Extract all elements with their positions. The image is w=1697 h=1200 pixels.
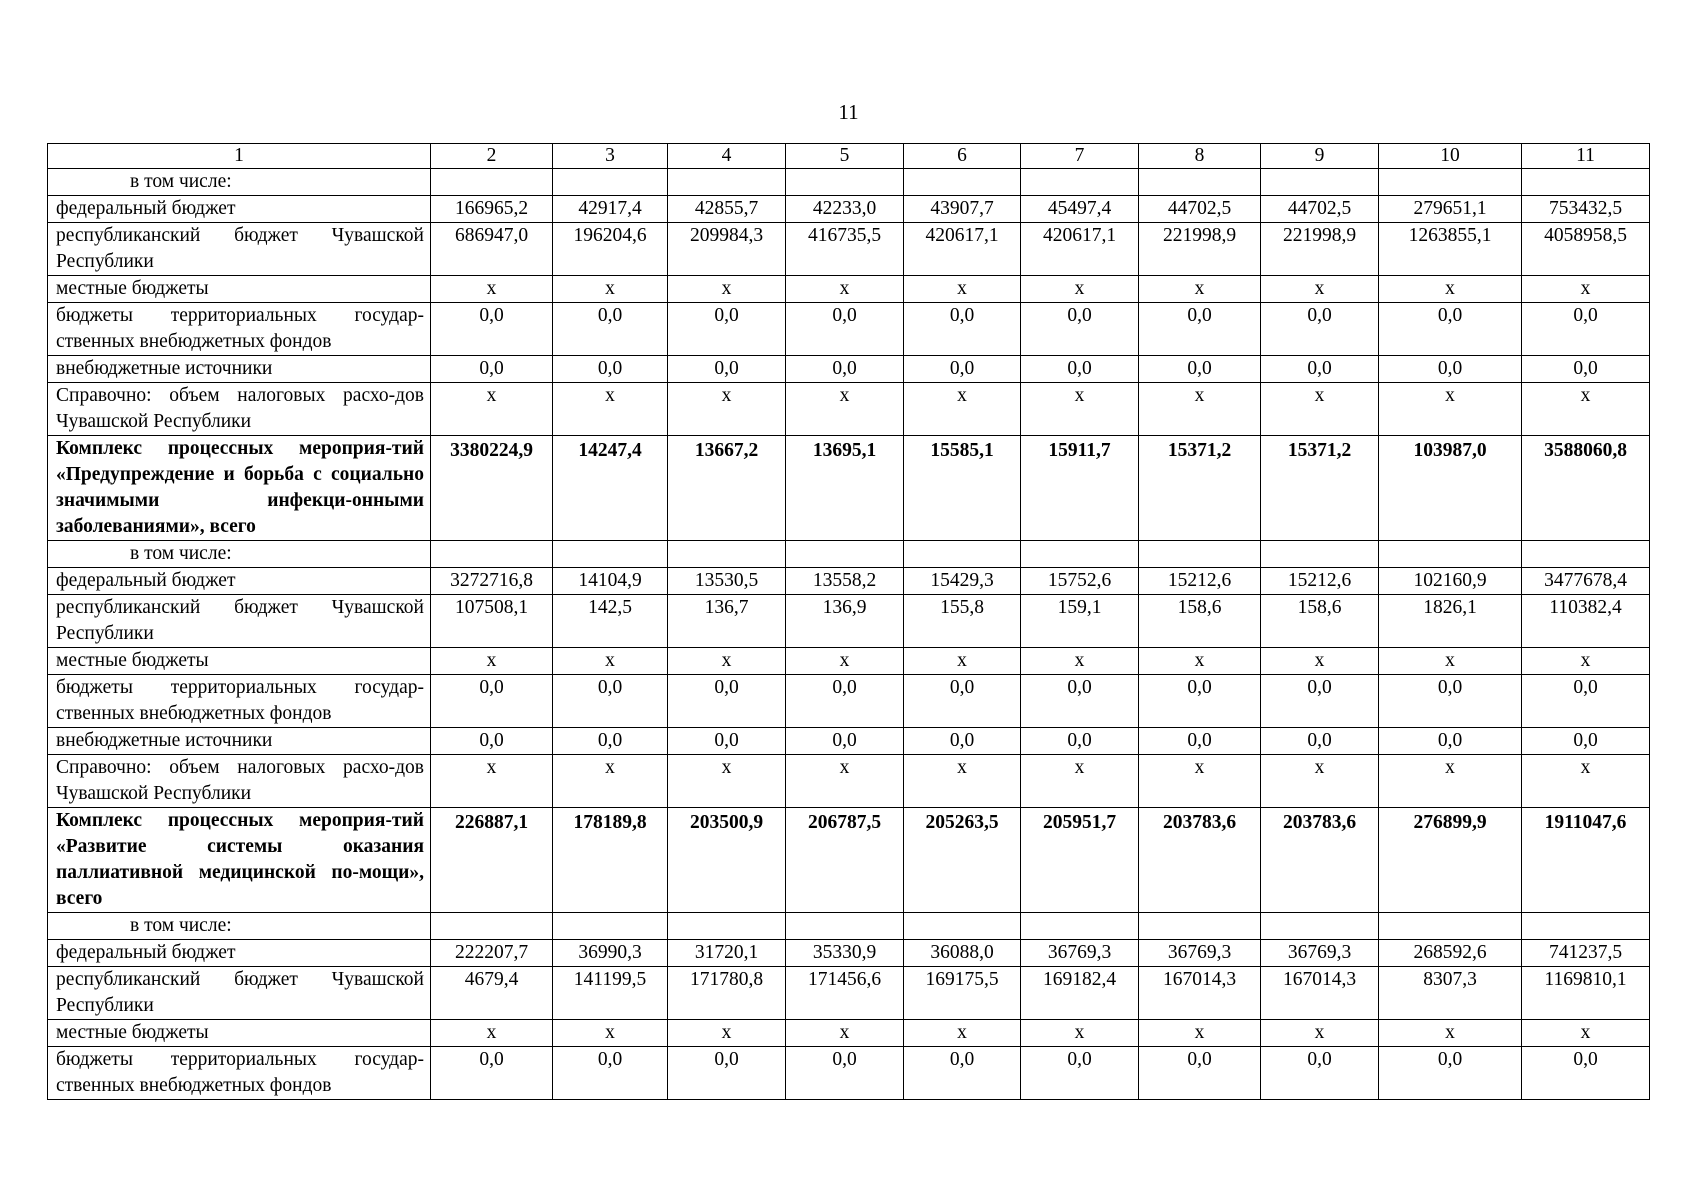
value-cell xyxy=(1261,169,1379,196)
value-cell: x xyxy=(553,276,668,303)
value-cell: x xyxy=(1139,648,1261,675)
value-cell: x xyxy=(668,648,786,675)
value-cell: 221998,9 xyxy=(1139,223,1261,276)
value-cell: 1263855,1 xyxy=(1379,223,1522,276)
value-cell: 167014,3 xyxy=(1139,967,1261,1020)
value-cell: 13558,2 xyxy=(786,568,904,595)
column-header: 4 xyxy=(668,144,786,169)
value-cell: 4058958,5 xyxy=(1522,223,1650,276)
value-cell: 167014,3 xyxy=(1261,967,1379,1020)
value-cell: 171780,8 xyxy=(668,967,786,1020)
value-cell: x xyxy=(1139,755,1261,808)
value-cell xyxy=(1139,913,1261,940)
value-cell: 0,0 xyxy=(1261,675,1379,728)
column-header: 1 xyxy=(48,144,431,169)
value-cell: 206787,5 xyxy=(786,808,904,913)
value-cell: 0,0 xyxy=(431,675,553,728)
value-cell xyxy=(904,169,1021,196)
value-cell: 0,0 xyxy=(553,356,668,383)
value-cell: x xyxy=(1522,383,1650,436)
value-cell: 15371,2 xyxy=(1261,436,1379,541)
value-cell: 13667,2 xyxy=(668,436,786,541)
value-cell: 102160,9 xyxy=(1379,568,1522,595)
value-cell: x xyxy=(431,276,553,303)
value-cell: 44702,5 xyxy=(1139,196,1261,223)
value-cell: 416735,5 xyxy=(786,223,904,276)
row-label: республиканский бюджет Чувашской Республики xyxy=(48,595,431,648)
row-label: Справочно: объем налоговых расхо-дов Чувашской Республики xyxy=(48,755,431,808)
value-cell xyxy=(553,169,668,196)
row-label: федеральный бюджет xyxy=(48,940,431,967)
table-row xyxy=(48,675,1650,728)
value-cell: x xyxy=(668,276,786,303)
value-cell xyxy=(1379,913,1522,940)
row-label: местные бюджеты xyxy=(48,648,431,675)
value-cell xyxy=(1522,541,1650,568)
row-label: в том числе: xyxy=(48,541,431,568)
value-cell: 3588060,8 xyxy=(1522,436,1650,541)
value-cell: 136,9 xyxy=(786,595,904,648)
value-cell: x xyxy=(431,755,553,808)
value-cell: 203783,6 xyxy=(1261,808,1379,913)
value-cell: x xyxy=(786,383,904,436)
row-label: местные бюджеты xyxy=(48,1020,431,1047)
value-cell: x xyxy=(1021,383,1139,436)
table-row xyxy=(48,196,1650,223)
value-cell: x xyxy=(1261,276,1379,303)
value-cell: x xyxy=(1021,1020,1139,1047)
row-label: в том числе: xyxy=(48,169,431,196)
value-cell: 44702,5 xyxy=(1261,196,1379,223)
value-cell xyxy=(668,541,786,568)
table-row xyxy=(48,276,1650,303)
value-cell: 169175,5 xyxy=(904,967,1021,1020)
value-cell: 36990,3 xyxy=(553,940,668,967)
value-cell: 196204,6 xyxy=(553,223,668,276)
value-cell: 205951,7 xyxy=(1021,808,1139,913)
value-cell: 4679,4 xyxy=(431,967,553,1020)
row-label: в том числе: xyxy=(48,913,431,940)
value-cell: 1826,1 xyxy=(1379,595,1522,648)
value-cell xyxy=(1021,541,1139,568)
row-label: внебюджетные источники xyxy=(48,356,431,383)
value-cell: x xyxy=(1522,755,1650,808)
value-cell: 0,0 xyxy=(1379,1047,1522,1100)
table-row xyxy=(48,1047,1650,1100)
value-cell: 0,0 xyxy=(1021,675,1139,728)
value-cell: 203783,6 xyxy=(1139,808,1261,913)
table-row xyxy=(48,303,1650,356)
table-row xyxy=(48,356,1650,383)
value-cell: x xyxy=(904,276,1021,303)
table-row xyxy=(48,808,1650,913)
value-cell: 420617,1 xyxy=(1021,223,1139,276)
value-cell xyxy=(1139,169,1261,196)
row-label: местные бюджеты xyxy=(48,276,431,303)
table-row xyxy=(48,755,1650,808)
value-cell: 0,0 xyxy=(1379,728,1522,755)
value-cell: 178189,8 xyxy=(553,808,668,913)
value-cell: 741237,5 xyxy=(1522,940,1650,967)
column-header: 10 xyxy=(1379,144,1522,169)
value-cell: 276899,9 xyxy=(1379,808,1522,913)
value-cell: 0,0 xyxy=(1139,1047,1261,1100)
value-cell: 0,0 xyxy=(1522,675,1650,728)
table-row xyxy=(48,1020,1650,1047)
value-cell: 0,0 xyxy=(786,728,904,755)
value-cell: 0,0 xyxy=(1379,356,1522,383)
value-cell: 142,5 xyxy=(553,595,668,648)
value-cell xyxy=(431,169,553,196)
value-cell: x xyxy=(904,383,1021,436)
value-cell: 0,0 xyxy=(1139,728,1261,755)
value-cell xyxy=(1522,169,1650,196)
column-header: 7 xyxy=(1021,144,1139,169)
value-cell: 42917,4 xyxy=(553,196,668,223)
value-cell: 203500,9 xyxy=(668,808,786,913)
value-cell: 31720,1 xyxy=(668,940,786,967)
value-cell: x xyxy=(1522,648,1650,675)
value-cell: 110382,4 xyxy=(1522,595,1650,648)
value-cell: 0,0 xyxy=(1021,728,1139,755)
value-cell xyxy=(904,541,1021,568)
value-cell: 0,0 xyxy=(553,675,668,728)
value-cell: 158,6 xyxy=(1261,595,1379,648)
value-cell: x xyxy=(1261,648,1379,675)
row-label: Комплекс процессных мероприя-тий «Развитие системы оказания паллиативной медицинской по-мощи», всего xyxy=(48,808,431,913)
value-cell: 0,0 xyxy=(1139,303,1261,356)
value-cell: 0,0 xyxy=(904,728,1021,755)
value-cell: 0,0 xyxy=(786,1047,904,1100)
value-cell: x xyxy=(668,1020,786,1047)
value-cell: x xyxy=(786,1020,904,1047)
value-cell: x xyxy=(668,383,786,436)
value-cell: x xyxy=(553,755,668,808)
value-cell: 0,0 xyxy=(668,356,786,383)
value-cell xyxy=(431,913,553,940)
value-cell: x xyxy=(1379,1020,1522,1047)
value-cell: 0,0 xyxy=(431,356,553,383)
value-cell: 36769,3 xyxy=(1139,940,1261,967)
value-cell: 15911,7 xyxy=(1021,436,1139,541)
value-cell: 1911047,6 xyxy=(1522,808,1650,913)
value-cell: 1169810,1 xyxy=(1522,967,1650,1020)
value-cell: x xyxy=(1139,383,1261,436)
value-cell: x xyxy=(431,383,553,436)
value-cell xyxy=(431,541,553,568)
column-header: 3 xyxy=(553,144,668,169)
value-cell: 3477678,4 xyxy=(1522,568,1650,595)
value-cell: 205263,5 xyxy=(904,808,1021,913)
value-cell: 36088,0 xyxy=(904,940,1021,967)
value-cell: 14104,9 xyxy=(553,568,668,595)
value-cell xyxy=(786,913,904,940)
value-cell: 107508,1 xyxy=(431,595,553,648)
value-cell: 0,0 xyxy=(904,356,1021,383)
value-cell: 221998,9 xyxy=(1261,223,1379,276)
value-cell: x xyxy=(553,383,668,436)
value-cell xyxy=(1379,169,1522,196)
value-cell: x xyxy=(553,1020,668,1047)
value-cell: x xyxy=(431,1020,553,1047)
value-cell: 0,0 xyxy=(431,303,553,356)
value-cell: x xyxy=(1379,755,1522,808)
value-cell: 14247,4 xyxy=(553,436,668,541)
value-cell: x xyxy=(668,755,786,808)
value-cell: 0,0 xyxy=(786,356,904,383)
value-cell: 13695,1 xyxy=(786,436,904,541)
value-cell: x xyxy=(786,755,904,808)
value-cell: 15212,6 xyxy=(1261,568,1379,595)
value-cell: 0,0 xyxy=(1379,675,1522,728)
column-header: 2 xyxy=(431,144,553,169)
value-cell: 0,0 xyxy=(431,728,553,755)
value-cell: 0,0 xyxy=(1522,356,1650,383)
value-cell xyxy=(1261,541,1379,568)
value-cell: 0,0 xyxy=(1021,1047,1139,1100)
value-cell: 0,0 xyxy=(1139,356,1261,383)
value-cell: 158,6 xyxy=(1139,595,1261,648)
value-cell xyxy=(1021,169,1139,196)
column-header: 9 xyxy=(1261,144,1379,169)
value-cell: x xyxy=(904,1020,1021,1047)
value-cell: x xyxy=(1261,1020,1379,1047)
table-row xyxy=(48,223,1650,276)
value-cell: x xyxy=(1379,648,1522,675)
value-cell: 103987,0 xyxy=(1379,436,1522,541)
value-cell: x xyxy=(1139,1020,1261,1047)
value-cell: 0,0 xyxy=(1261,303,1379,356)
value-cell: 268592,6 xyxy=(1379,940,1522,967)
value-cell: x xyxy=(553,648,668,675)
row-label: федеральный бюджет xyxy=(48,196,431,223)
table-header-row xyxy=(48,144,1650,169)
table-row xyxy=(48,967,1650,1020)
value-cell: 155,8 xyxy=(904,595,1021,648)
value-cell xyxy=(786,541,904,568)
value-cell xyxy=(1379,541,1522,568)
value-cell: 0,0 xyxy=(553,1047,668,1100)
value-cell: 169182,4 xyxy=(1021,967,1139,1020)
value-cell: x xyxy=(904,648,1021,675)
table-row xyxy=(48,940,1650,967)
value-cell xyxy=(553,913,668,940)
value-cell: 0,0 xyxy=(1522,1047,1650,1100)
value-cell: 36769,3 xyxy=(1021,940,1139,967)
value-cell: 0,0 xyxy=(786,675,904,728)
value-cell: 222207,7 xyxy=(431,940,553,967)
value-cell xyxy=(1139,541,1261,568)
value-cell: x xyxy=(1261,383,1379,436)
page-number: 11 xyxy=(838,100,859,124)
value-cell: x xyxy=(1522,1020,1650,1047)
table-row xyxy=(48,728,1650,755)
value-cell xyxy=(786,169,904,196)
value-cell: x xyxy=(1522,276,1650,303)
value-cell: 3380224,9 xyxy=(431,436,553,541)
value-cell: x xyxy=(431,648,553,675)
value-cell: 166965,2 xyxy=(431,196,553,223)
value-cell: 13530,5 xyxy=(668,568,786,595)
table-row xyxy=(48,169,1650,196)
value-cell: 45497,4 xyxy=(1021,196,1139,223)
value-cell: 8307,3 xyxy=(1379,967,1522,1020)
value-cell: 0,0 xyxy=(1261,728,1379,755)
value-cell: 15371,2 xyxy=(1139,436,1261,541)
value-cell: 0,0 xyxy=(668,675,786,728)
value-cell xyxy=(668,169,786,196)
value-cell: x xyxy=(1139,276,1261,303)
value-cell: 3272716,8 xyxy=(431,568,553,595)
value-cell: 171456,6 xyxy=(786,967,904,1020)
value-cell: 42855,7 xyxy=(668,196,786,223)
row-label: внебюджетные источники xyxy=(48,728,431,755)
value-cell: 0,0 xyxy=(431,1047,553,1100)
budget-table xyxy=(47,143,1650,1100)
row-label: республиканский бюджет Чувашской Республики xyxy=(48,223,431,276)
value-cell xyxy=(1522,913,1650,940)
table-row xyxy=(48,913,1650,940)
value-cell: 15585,1 xyxy=(904,436,1021,541)
value-cell: 0,0 xyxy=(1021,356,1139,383)
value-cell xyxy=(1021,913,1139,940)
value-cell: 0,0 xyxy=(1522,728,1650,755)
value-cell: x xyxy=(1021,648,1139,675)
value-cell: 36769,3 xyxy=(1261,940,1379,967)
value-cell: 0,0 xyxy=(553,303,668,356)
value-cell xyxy=(668,913,786,940)
value-cell: 0,0 xyxy=(668,1047,786,1100)
value-cell: 279651,1 xyxy=(1379,196,1522,223)
value-cell: 686947,0 xyxy=(431,223,553,276)
value-cell: x xyxy=(1379,276,1522,303)
table-row xyxy=(48,436,1650,541)
value-cell: 0,0 xyxy=(904,303,1021,356)
value-cell: 0,0 xyxy=(1379,303,1522,356)
value-cell: 753432,5 xyxy=(1522,196,1650,223)
value-cell: 209984,3 xyxy=(668,223,786,276)
column-header: 6 xyxy=(904,144,1021,169)
value-cell: 0,0 xyxy=(1261,1047,1379,1100)
value-cell: 0,0 xyxy=(668,303,786,356)
row-label: Справочно: объем налоговых расхо-дов Чувашской Республики xyxy=(48,383,431,436)
row-label: федеральный бюджет xyxy=(48,568,431,595)
value-cell: 0,0 xyxy=(668,728,786,755)
value-cell: 136,7 xyxy=(668,595,786,648)
value-cell: x xyxy=(1021,276,1139,303)
row-label: республиканский бюджет Чувашской Республики xyxy=(48,967,431,1020)
table-row xyxy=(48,648,1650,675)
value-cell: 226887,1 xyxy=(431,808,553,913)
value-cell: 0,0 xyxy=(904,1047,1021,1100)
value-cell xyxy=(553,541,668,568)
value-cell: 0,0 xyxy=(1261,356,1379,383)
value-cell: 15212,6 xyxy=(1139,568,1261,595)
value-cell: 35330,9 xyxy=(786,940,904,967)
value-cell: 0,0 xyxy=(1139,675,1261,728)
value-cell: 141199,5 xyxy=(553,967,668,1020)
column-header: 11 xyxy=(1522,144,1650,169)
value-cell: 42233,0 xyxy=(786,196,904,223)
row-label: Комплекс процессных мероприя-тий «Предупреждение и борьба с социально значимыми инфекци-онными заболеваниями», всего xyxy=(48,436,431,541)
value-cell: 0,0 xyxy=(553,728,668,755)
value-cell: 0,0 xyxy=(904,675,1021,728)
value-cell: 0,0 xyxy=(1021,303,1139,356)
table-row xyxy=(48,595,1650,648)
value-cell: x xyxy=(1021,755,1139,808)
table-row xyxy=(48,568,1650,595)
value-cell: 15752,6 xyxy=(1021,568,1139,595)
row-label: бюджеты территориальных государ-ственных внебюджетных фондов xyxy=(48,303,431,356)
value-cell: 159,1 xyxy=(1021,595,1139,648)
value-cell: 420617,1 xyxy=(904,223,1021,276)
table-row xyxy=(48,383,1650,436)
value-cell: 0,0 xyxy=(786,303,904,356)
value-cell: 15429,3 xyxy=(904,568,1021,595)
value-cell: x xyxy=(1261,755,1379,808)
column-header: 8 xyxy=(1139,144,1261,169)
value-cell: 43907,7 xyxy=(904,196,1021,223)
value-cell xyxy=(904,913,1021,940)
column-header: 5 xyxy=(786,144,904,169)
value-cell: x xyxy=(1379,383,1522,436)
table-row xyxy=(48,541,1650,568)
value-cell: x xyxy=(786,276,904,303)
row-label: бюджеты территориальных государ-ственных внебюджетных фондов xyxy=(48,675,431,728)
row-label: бюджеты территориальных государ-ственных внебюджетных фондов xyxy=(48,1047,431,1100)
value-cell: x xyxy=(786,648,904,675)
value-cell xyxy=(1261,913,1379,940)
value-cell: x xyxy=(904,755,1021,808)
value-cell: 0,0 xyxy=(1522,303,1650,356)
